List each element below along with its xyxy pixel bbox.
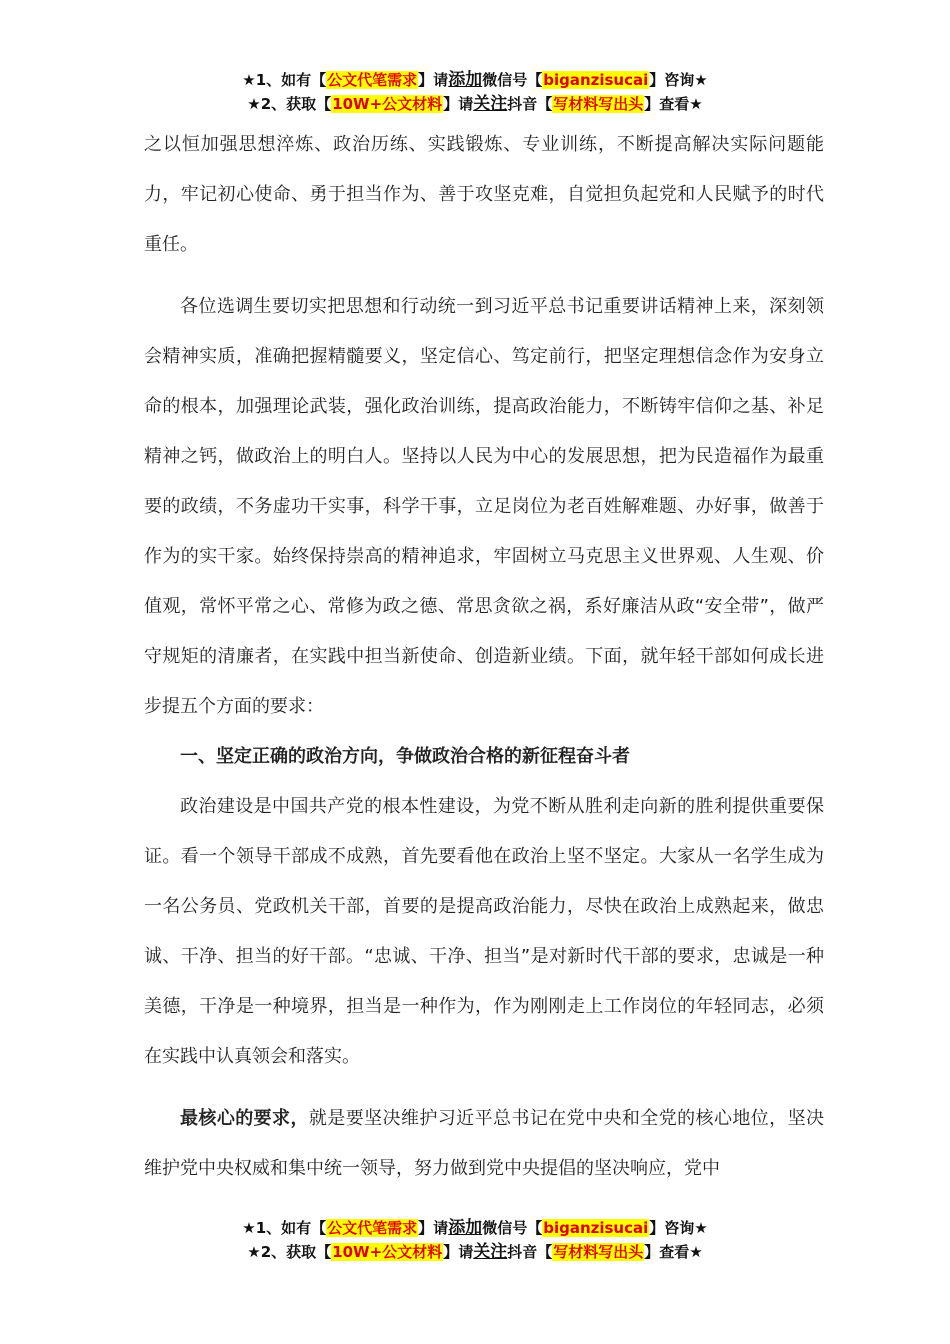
banner-line-1 [0,1216,950,1240]
banner-highlight: 10W+公文材料 [332,95,443,113]
paragraph: 政治建设是中国共产党的根本性建设，为党不断从胜利走向新的胜利提供重要保证。看一个领导干部成不成熟，首先要看他在政治上坚不坚定。大家从一名学生成为一名公务员、党政机关干部，首要的是提高政治能力，尽快在政治上成熟起来，做忠诚、干净、担当的好干部。“忠诚、干净、担当”是对新时代干部的要求，忠诚是一种美德，干净是一种境界，担当是一种作为，作为刚刚走上工作岗位的年轻同志，必须在实践中认真领会和落实。 [144,796,824,1067]
banner-text: ★1、如有【 [242,71,327,89]
banner-highlight: 写材料写出头 [553,1243,644,1261]
banner-text: 】查看★ [644,1243,703,1261]
banner-text: 微信号【 [482,71,543,89]
paragraph: 之以恒加强思想淬炼、政治历练、实践锻炼、专业训练，不断提高解决实际问题能力，牢记初心使命、勇于担当作为、善于攻坚克难，自觉担负起党和人民赋予的时代重任。 [144,134,824,255]
banner-emphasis: 关注 [473,1242,508,1262]
banner-text: 】请 [443,95,474,113]
banner-text: 】请 [418,71,449,89]
banner-highlight: 公文代笔需求 [327,1219,418,1237]
banner-emphasis: 关注 [473,94,508,114]
banner-text: 】请 [443,1243,474,1261]
banner-text: 】查看★ [644,95,703,113]
banner-text: 抖音【 [507,1243,553,1261]
banner-highlight: biganzisucai [543,1219,649,1237]
footer-banner [0,1216,950,1264]
banner-line-1 [0,68,950,92]
header-banner [0,68,950,116]
banner-highlight: 写材料写出头 [553,95,644,113]
banner-highlight: biganzisucai [543,71,649,89]
banner-text: 抖音【 [507,95,553,113]
paragraph-lead: 最核心的要求， [180,1108,309,1129]
banner-text: 微信号【 [482,1219,543,1237]
banner-highlight: 10W+公文材料 [332,1243,443,1261]
banner-line-2 [0,92,950,116]
banner-text: 】咨询★ [649,1219,708,1237]
banner-text: 】咨询★ [649,71,708,89]
banner-emphasis: 添加 [448,70,483,90]
paragraph: 各位选调生要切实把思想和行动统一到习近平总书记重要讲话精神上来，深刻领会精神实质，准确把握精髓要义，坚定信心、笃定前行，把坚定理想信念作为安身立命的根本，加强理论武装，强化政治训练，提高政治能力，不断铸牢信仰之基、补足精神之钙，做政治上的明白人。坚持以人民为中心的发展思想，把为民造福作为最重要的政绩，不务虚功干实事，科学干事，立足岗位为老百姓解难题、办好事，做善于作为的实干家。始终保持崇高的精神追求，牢固树立马克思主义世界观、人生观、价值观，常怀平常之心、常修为政之德、常思贪欲之祸，系好廉洁从政“安全带”，做严守规矩的清廉者，在实践中担当新使命、创造新业绩。下面，就年轻干部如何成长进步提五个方面的要求： [144,296,824,717]
banner-emphasis: 添加 [448,1218,483,1238]
paragraph-text: 就是要坚决维护习近平总书记在党中央和全党的核心地位，坚决维护党中央权威和集中统一领导，努力做到党中央提倡的坚决响应，党中 [144,1108,825,1179]
section-heading: 一、坚定正确的政治方向，争做政治合格的新征程奋斗者 [180,746,630,767]
banner-text: ★2、获取【 [247,1243,332,1261]
paragraph [144,1094,824,1194]
banner-highlight: 公文代笔需求 [327,71,418,89]
banner-text: ★2、获取【 [247,95,332,113]
document-body [144,120,824,1194]
banner-text: 】请 [418,1219,449,1237]
banner-text: ★1、如有【 [242,1219,327,1237]
banner-line-2 [0,1240,950,1264]
